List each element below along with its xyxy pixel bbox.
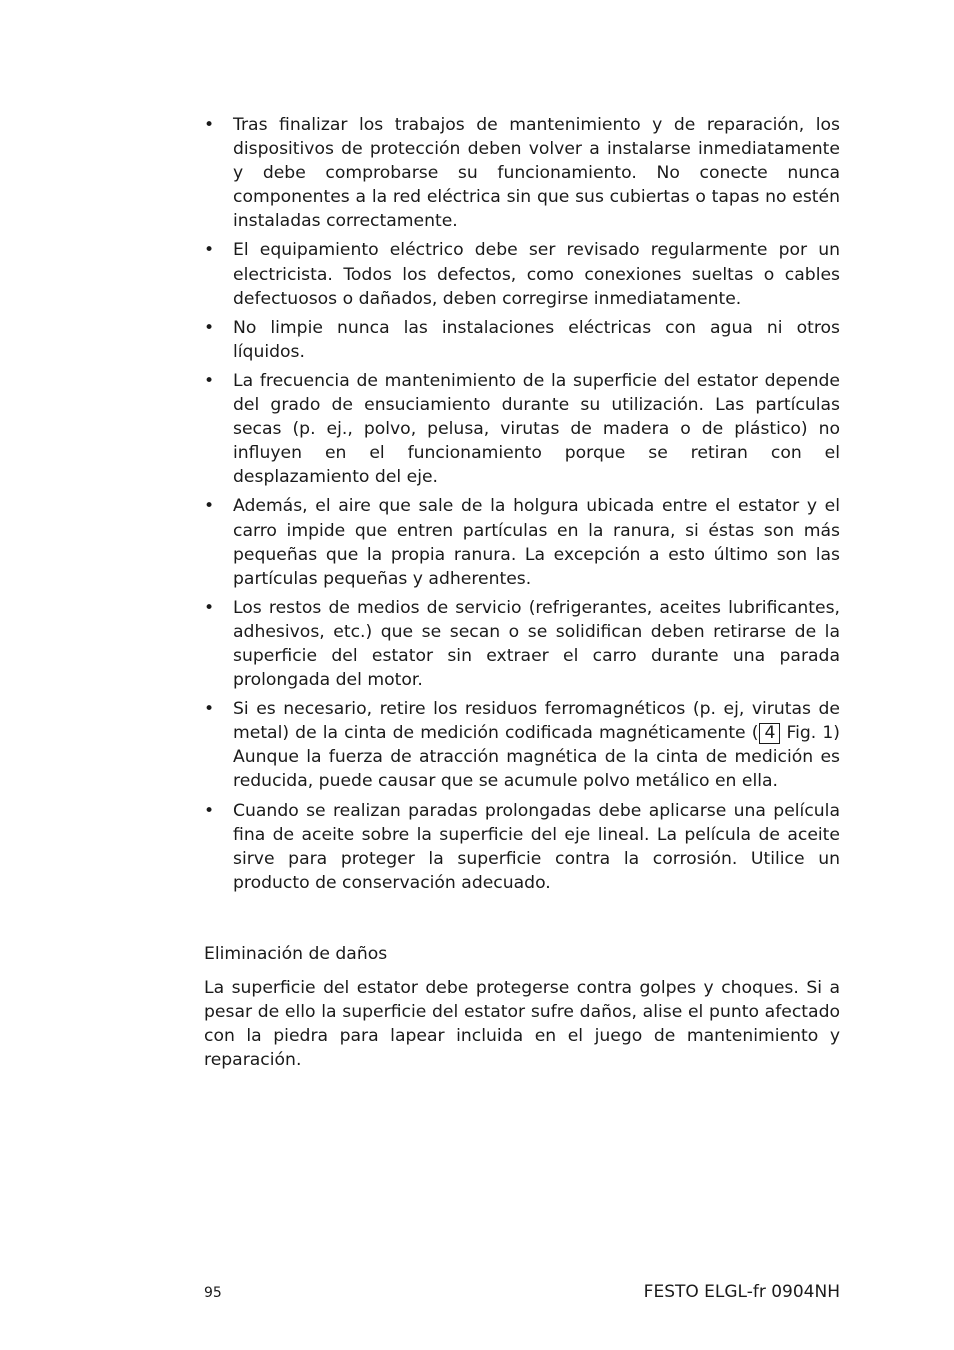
list-item (204, 369, 840, 489)
page-content (204, 113, 840, 1072)
bullet-marker: • (204, 370, 215, 391)
section-paragraph: La superficie del estator debe protegerse contra golpes y choques. Si a pesar de ello la superficie del estator sufre daños, alise el punto afectado con la piedra para lapear incluida en el juego de mantenimiento y reparación. (204, 978, 840, 1071)
bullet-marker: • (204, 115, 215, 135)
document-identifier: FESTO ELGL-fr 0904NH (643, 1282, 840, 1302)
list-item (204, 799, 840, 895)
list-item (204, 494, 840, 590)
list-item (204, 238, 840, 310)
list-item-text: Los restos de medios de servicio (refrigerantes, aceites lubrificantes, adhesivos, etc.) que se secan o se solidifican deben retirarse de la superficie del estator sin extraer el carro durante una parada prolongada del motor. (233, 597, 840, 691)
list-item (204, 596, 840, 692)
list-item-text: No limpie nunca las instalaciones eléctricas con agua ni otros líquidos. (233, 317, 840, 362)
bullet-marker: • (204, 699, 215, 720)
bullet-marker: • (204, 317, 215, 338)
figure-reference-box: 4 (759, 723, 780, 744)
bullet-marker: • (204, 800, 215, 821)
list-item-text-after-ref: Fig. 1) Aunque la fuerza de atracción magnética de la cinta de medición es reducida, puede causar que se acumule polvo metálico en ella. (233, 723, 840, 792)
bullet-marker: • (204, 240, 215, 261)
maintenance-bullet-list (204, 113, 840, 895)
list-item (204, 316, 840, 364)
list-item-text: Cuando se realizan paradas prolongadas debe aplicarse una película fina de aceite sobre la superficie del eje lineal. La película de aceite sirve para proteger la superficie contra la corrosión. Utilice un producto de conservación adecuado. (233, 800, 840, 893)
bullet-marker: • (204, 597, 215, 618)
page-footer (204, 1282, 840, 1302)
bullet-marker: • (204, 496, 215, 517)
list-item (204, 697, 840, 793)
list-item-text: Además, el aire que sale de la holgura ubicada entre el estator y el carro impide que entren partículas en la ranura, si éstas son más pequeñas que la propia ranura. La excepción a esto último son las partículas pequeñas y adherentes. (233, 496, 840, 589)
list-item (204, 113, 840, 233)
list-item-text-before-ref: Si es necesario, retire los residuos ferromagnéticos (p. ej, virutas de metal) de la cinta de medición codificada magnéticamente ( (233, 699, 840, 744)
section-heading: Eliminación de daños (204, 943, 388, 964)
list-item-text: La frecuencia de mantenimiento de la superficie del estator depende del grado de ensuciamiento durante su utilización. Las partículas secas (p. ej., polvo, pelusa, virutas de madera o de plástico) no influyen en el funcionamiento porque se retiran con el desplazamiento del eje. (233, 370, 840, 488)
page-number: 95 (204, 1285, 222, 1301)
list-item-text: El equipamiento eléctrico debe ser revisado regularmente por un electricista. Todos los defectos, como conexiones sueltas o cables defectuosos o dañados, deben corregirse inmediatamente. (233, 240, 840, 309)
list-item-text: Tras finalizar los trabajos de mantenimiento y de reparación, los dispositivos de protección deben volver a instalarse inmediatamente y debe comprobarse su funcionamiento. No conecte nunca componentes a la red eléctrica sin que sus cubiertas o tapas no estén instaladas correctamente. (233, 115, 840, 232)
